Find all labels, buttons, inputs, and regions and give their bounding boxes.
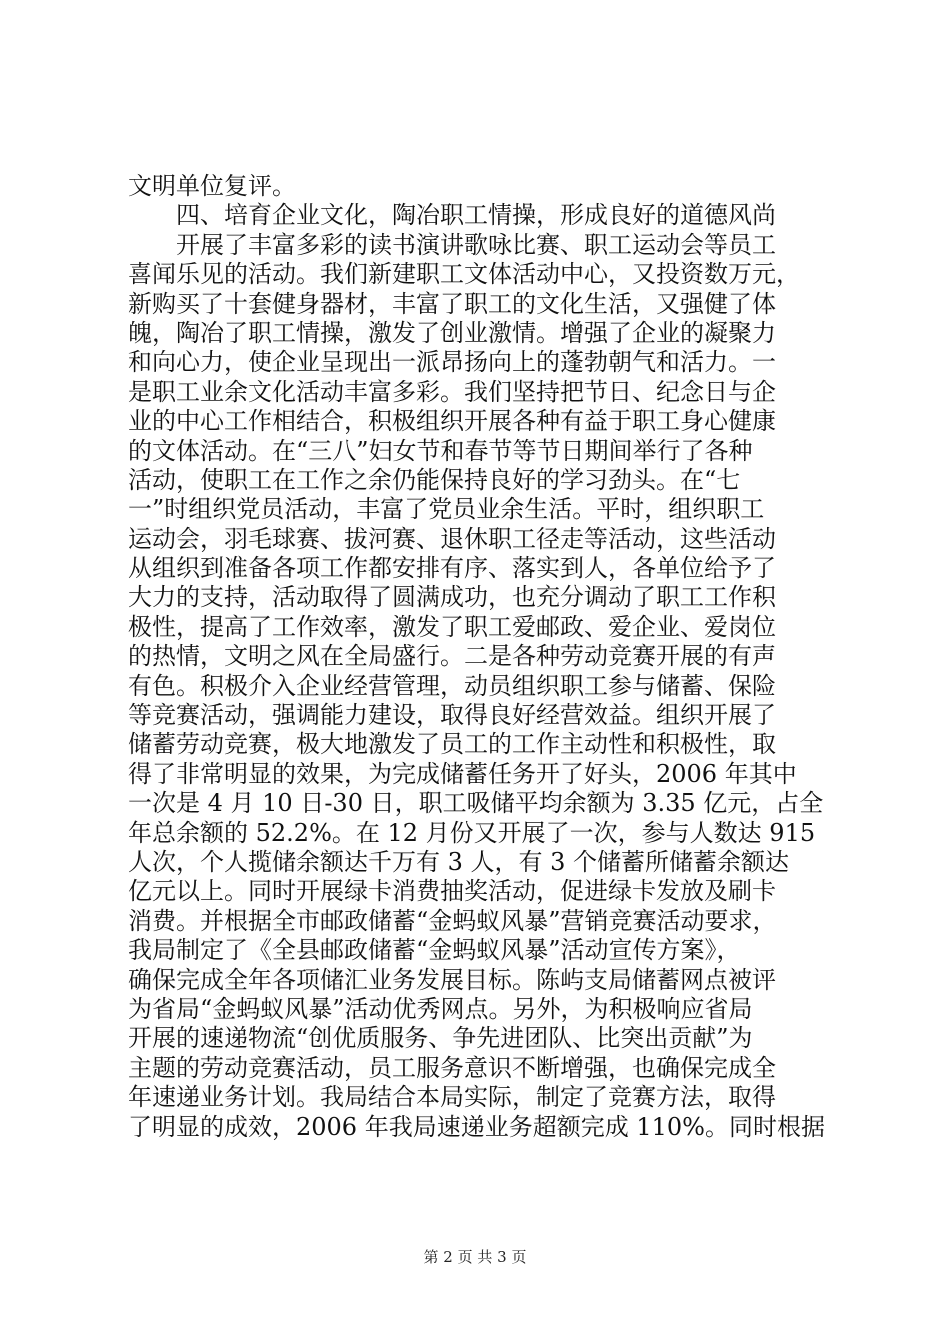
text-line: 魄，陶冶了职工情操，激发了创业激情。增强了企业的凝聚力 bbox=[128, 318, 776, 347]
text-line: 开展的速递物流“创优质服务、争先进团队、比突出贡献”为 bbox=[128, 1024, 753, 1053]
text-line: 和向心力，使企业呈现出一派昂扬向上的蓬勃朝气和活力。一 bbox=[128, 348, 776, 377]
text-line: 得了非常明显的效果，为完成储蓄任务开了好头，2006 年其中 bbox=[128, 759, 797, 788]
text-line: 有色。积极介入企业经营管理，动员组织职工参与储蓄、保险 bbox=[128, 671, 776, 700]
text-line: 喜闻乐见的活动。我们新建职工文体活动中心，又投资数万元， bbox=[128, 260, 800, 289]
text-line: 年总余额的 52.2%。在 12 月份又开展了一次，参与人数达 915 bbox=[128, 818, 816, 847]
section-heading: 四、培育企业文化，陶冶职工情操，形成良好的道德风尚 bbox=[128, 201, 776, 230]
text-line: 大力的支持，活动取得了圆满成功，也充分调动了职工工作积 bbox=[128, 583, 776, 612]
text-line: 为省局“金蚂蚁风暴”活动优秀网点。另外，为积极响应省局 bbox=[128, 994, 753, 1023]
text-line: 的文体活动。在“三八”妇女节和春节等节日期间举行了各种 bbox=[128, 436, 753, 465]
text-line: 了明显的成效，2006 年我局速递业务超额完成 110%。同时根据 bbox=[128, 1112, 825, 1141]
text-line: 业的中心工作相结合，积极组织开展各种有益于职工身心健康 bbox=[128, 407, 776, 436]
text-line: 从组织到准备各项工作都安排有序、落实到人，各单位给予了 bbox=[128, 554, 776, 583]
body-text bbox=[128, 172, 840, 1142]
text-line: 文明单位复评。 bbox=[128, 172, 296, 200]
text-line: 活动，使职工在工作之余仍能保持良好的学习劲头。在“七 bbox=[128, 465, 741, 494]
text-line: 我局制定了《全县邮政储蓄“金蚂蚁风暴”活动宣传方案》， bbox=[128, 936, 741, 965]
text-line: 极性，提高了工作效率，激发了职工爱邮政、爱企业、爱岗位 bbox=[128, 612, 776, 641]
text-line: 等竞赛活动，强调能力建设，取得良好经营效益。组织开展了 bbox=[128, 701, 776, 730]
page-footer bbox=[0, 1247, 950, 1267]
text-line: 主题的劳动竞赛活动，员工服务意识不断增强，也确保完成全 bbox=[128, 1053, 776, 1082]
text-line: 运动会，羽毛球赛、拔河赛、退休职工径走等活动，这些活动 bbox=[128, 524, 776, 553]
text-line: 消费。并根据全市邮政储蓄“金蚂蚁风暴”营销竞赛活动要求， bbox=[128, 906, 777, 935]
text-line: 开展了丰富多彩的读书演讲歌咏比赛、职工运动会等员工 bbox=[128, 230, 776, 259]
text-line: 年速递业务计划。我局结合本局实际，制定了竞赛方法，取得 bbox=[128, 1083, 776, 1112]
text-line: 是职工业余文化活动丰富多彩。我们坚持把节日、纪念日与企 bbox=[128, 377, 776, 406]
text-line: 确保完成全年各项储汇业务发展目标。陈屿支局储蓄网点被评 bbox=[128, 965, 776, 994]
text-line: 亿元以上。同时开展绿卡消费抽奖活动，促进绿卡发放及刷卡 bbox=[128, 877, 776, 906]
text-line: 一”时组织党员活动，丰富了党员业余生活。平时，组织职工 bbox=[128, 495, 765, 524]
text-line: 一次是 4 月 10 日-30 日，职工吸储平均余额为 3.35 亿元，占全 bbox=[128, 789, 824, 818]
text-line: 人次，个人揽储余额达千万有 3 人，有 3 个储蓄所储蓄余额达 bbox=[128, 847, 790, 876]
text-line: 新购买了十套健身器材，丰富了职工的文化生活，又强健了体 bbox=[128, 289, 776, 318]
page-number: 第 2 页 共 3 页 bbox=[423, 1248, 527, 1266]
text-line: 储蓄劳动竞赛，极大地激发了员工的工作主动性和积极性，取 bbox=[128, 730, 776, 759]
text-line: 的热情，文明之风在全局盛行。二是各种劳动竞赛开展的有声 bbox=[128, 642, 776, 671]
